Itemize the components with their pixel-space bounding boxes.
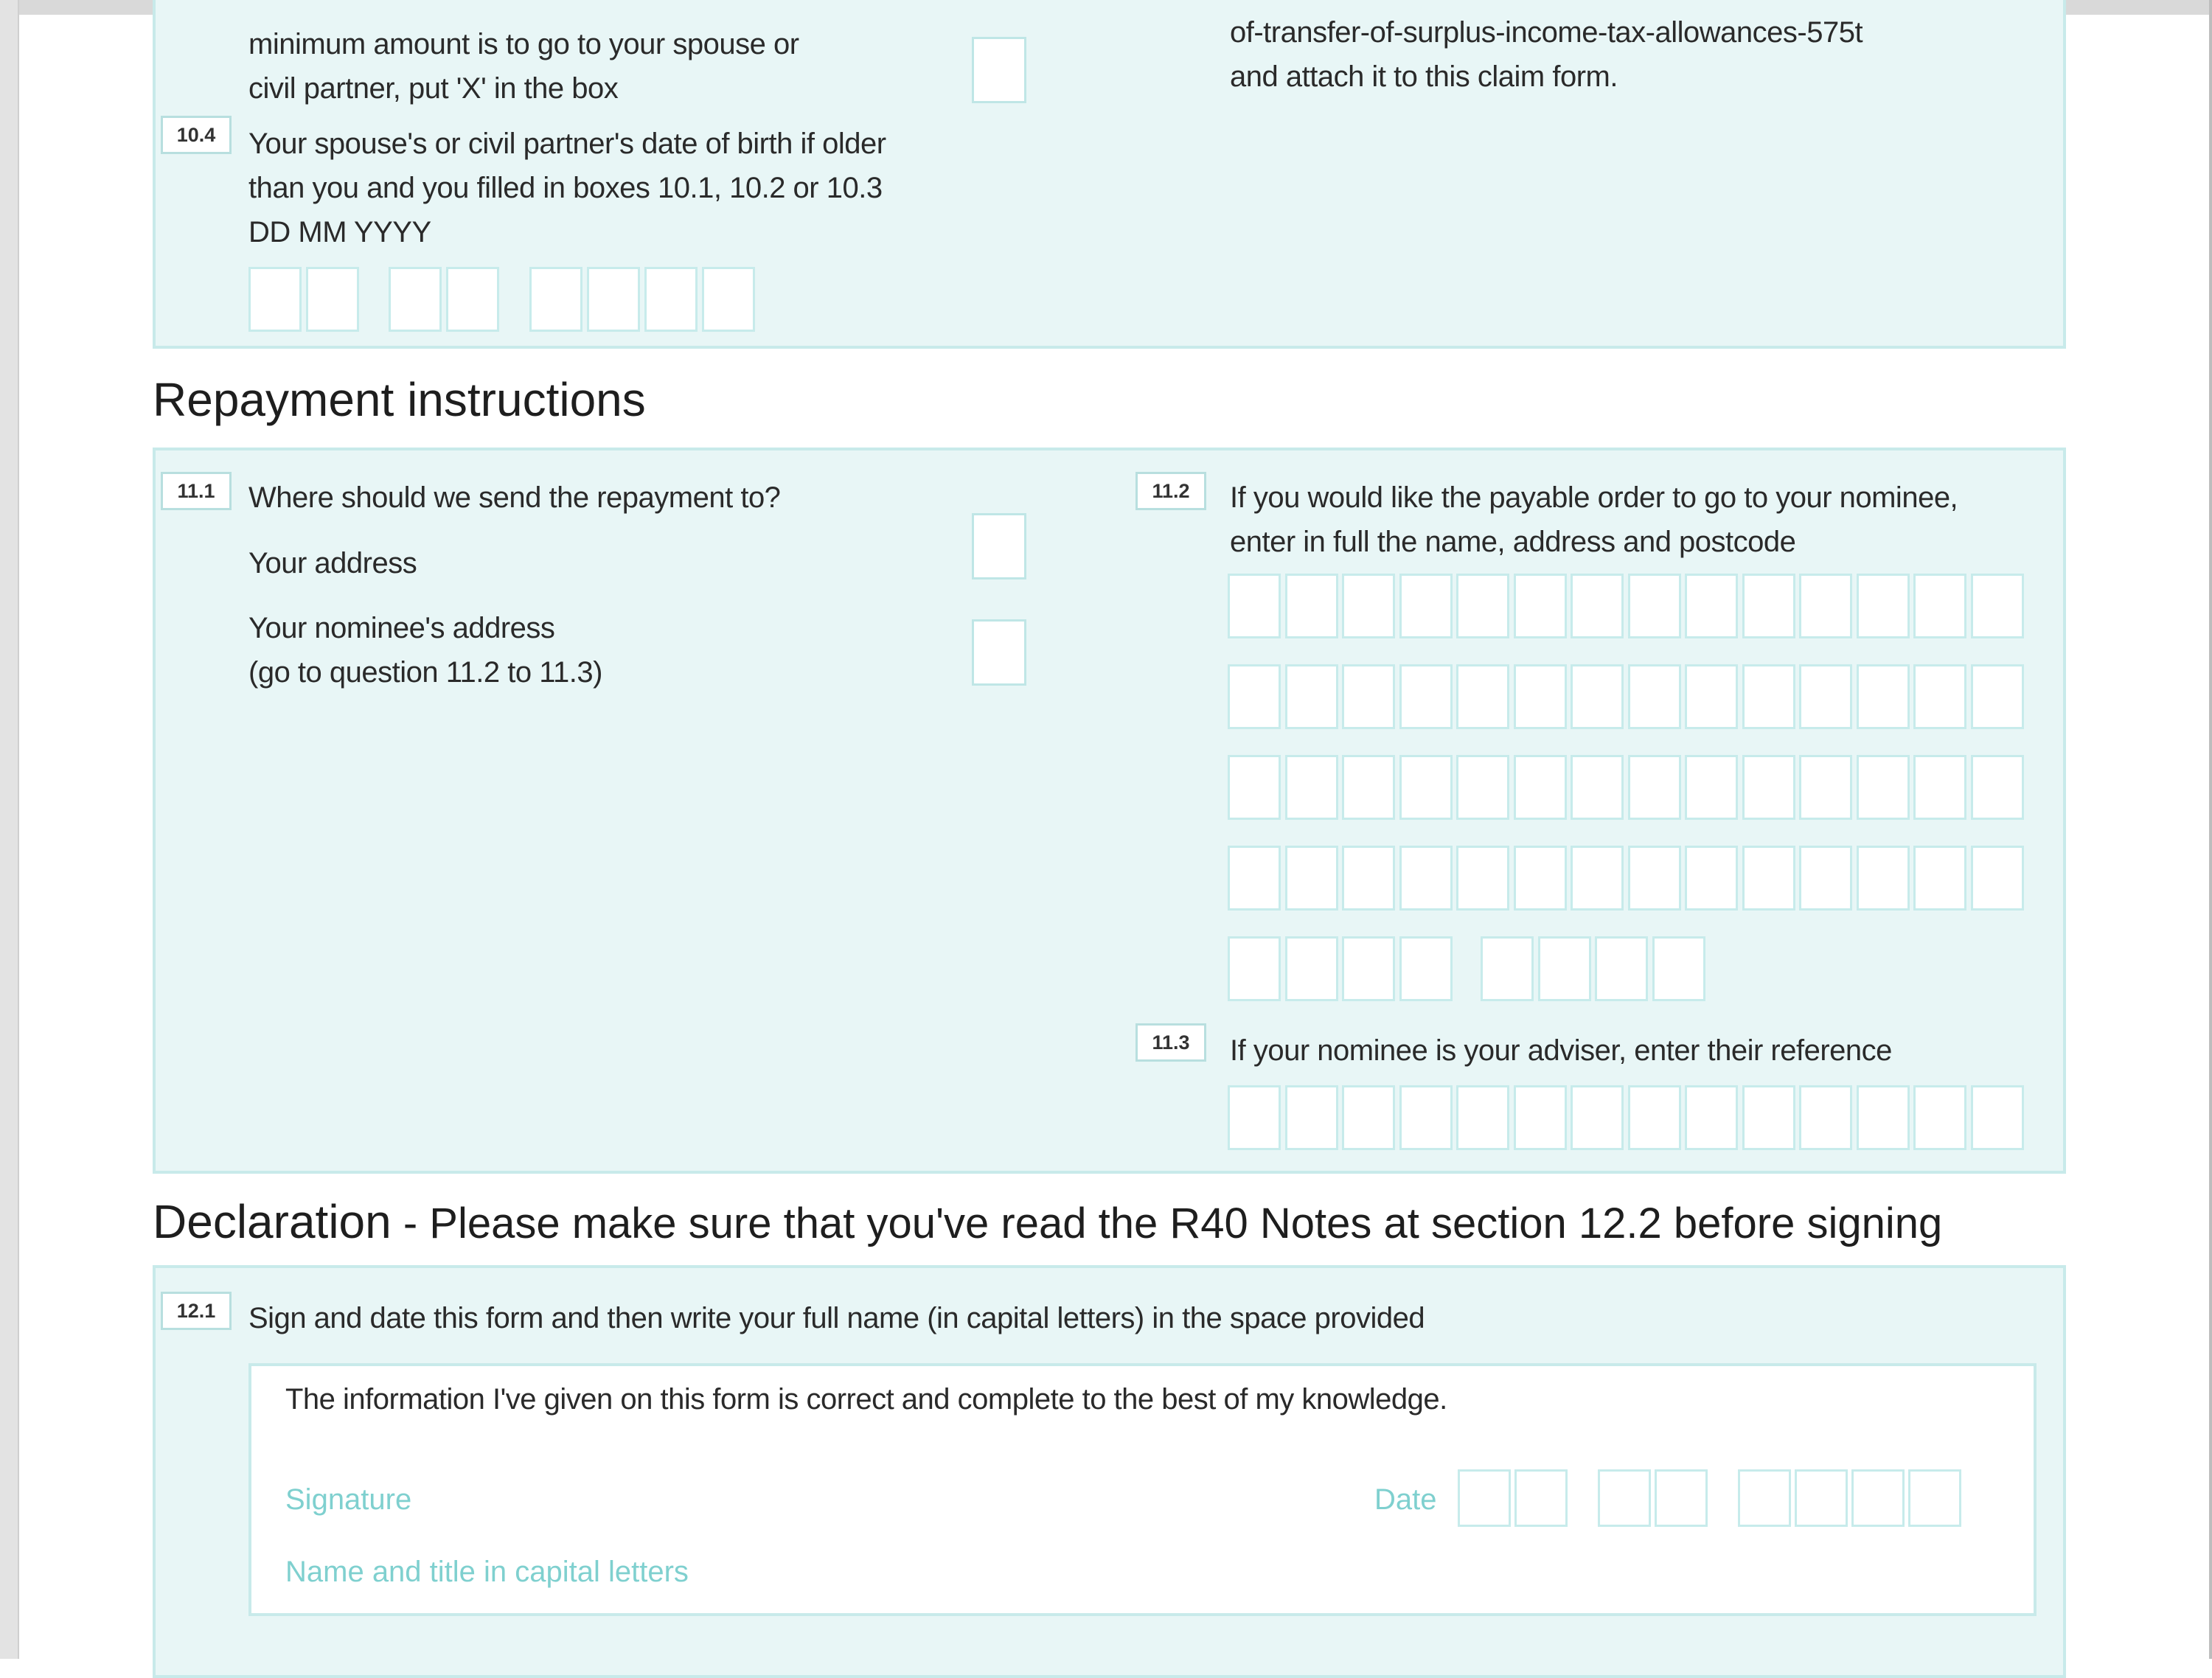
nominee-char-box[interactable] xyxy=(1913,574,1966,638)
reference-char-box[interactable] xyxy=(1399,1085,1453,1150)
section-10-link-text: of-transfer-of-surplus-income-tax-allowances-575t xyxy=(1230,16,1863,49)
date-char-box[interactable] xyxy=(1738,1469,1791,1527)
q113-number: 11.3 xyxy=(1135,1023,1206,1062)
postcode-char-box[interactable] xyxy=(1538,936,1591,1001)
postcode-char-box[interactable] xyxy=(1481,936,1534,1001)
nominee-char-box[interactable] xyxy=(1571,664,1624,729)
signature-field[interactable] xyxy=(442,1467,1327,1526)
nominee-char-box[interactable] xyxy=(1742,755,1795,820)
dob-char-box[interactable] xyxy=(248,267,302,332)
name-title-field[interactable] xyxy=(745,1545,1998,1604)
nominee-char-box[interactable] xyxy=(1913,664,1966,729)
reference-char-box[interactable] xyxy=(1913,1085,1966,1150)
nominee-char-box[interactable] xyxy=(1799,755,1852,820)
reference-char-box[interactable] xyxy=(1857,1085,1910,1150)
nominee-char-box[interactable] xyxy=(1285,755,1338,820)
postcode-char-box[interactable] xyxy=(1342,936,1395,1001)
q104-text-line3: DD MM YYYY xyxy=(248,216,431,248)
nominee-address-label-line2: (go to question 11.2 to 11.3) xyxy=(248,656,602,689)
q112-text-line1: If you would like the payable order to go to your nominee, xyxy=(1230,481,1958,514)
nominee-char-box[interactable] xyxy=(1742,846,1795,911)
nominee-char-box[interactable] xyxy=(1456,664,1509,729)
nominee-char-box[interactable] xyxy=(1742,574,1795,638)
reference-char-box[interactable] xyxy=(1514,1085,1567,1150)
date-label: Date xyxy=(1374,1483,1437,1516)
nominee-char-box[interactable] xyxy=(1342,574,1395,638)
nominee-char-box[interactable] xyxy=(1913,846,1966,911)
nominee-char-box[interactable] xyxy=(1799,846,1852,911)
nominee-char-box[interactable] xyxy=(1285,846,1338,911)
scrollbar[interactable] xyxy=(2209,0,2212,1659)
dob-char-box[interactable] xyxy=(702,267,755,332)
q103-text-line2: civil partner, put 'X' in the box xyxy=(248,72,619,105)
nominee-char-box[interactable] xyxy=(1742,664,1795,729)
nominee-char-box[interactable] xyxy=(1228,846,1281,911)
nominee-char-box[interactable] xyxy=(1857,664,1910,729)
nominee-char-box[interactable] xyxy=(1685,664,1738,729)
dob-char-box[interactable] xyxy=(446,267,499,332)
section-10-attach-text: and attach it to this claim form. xyxy=(1230,60,1618,93)
reference-char-box[interactable] xyxy=(1228,1085,1281,1150)
nominee-char-box[interactable] xyxy=(1685,846,1738,911)
reference-char-box[interactable] xyxy=(1285,1085,1338,1150)
nominee-char-box[interactable] xyxy=(1971,846,2024,911)
nominee-char-box[interactable] xyxy=(1342,846,1395,911)
nominee-char-box[interactable] xyxy=(1799,574,1852,638)
nominee-char-box[interactable] xyxy=(1857,755,1910,820)
nominee-char-box[interactable] xyxy=(1971,755,2024,820)
nominee-char-box[interactable] xyxy=(1571,846,1624,911)
nominee-char-box[interactable] xyxy=(1514,846,1567,911)
nominee-char-box[interactable] xyxy=(1913,755,1966,820)
reference-char-box[interactable] xyxy=(1971,1085,2024,1150)
declaration-statement: The information I've given on this form is correct and complete to the best of my knowledge. xyxy=(285,1383,1447,1416)
date-char-box[interactable] xyxy=(1655,1469,1708,1527)
nominee-char-box[interactable] xyxy=(1857,574,1910,638)
dob-char-box[interactable] xyxy=(529,267,582,332)
q104-number: 10.4 xyxy=(161,116,232,154)
dob-char-box[interactable] xyxy=(306,267,359,332)
postcode-char-box[interactable] xyxy=(1285,936,1338,1001)
postcode-char-box[interactable] xyxy=(1595,936,1648,1001)
q112-number: 11.2 xyxy=(1135,472,1206,510)
declaration-heading xyxy=(153,1194,1942,1249)
nominee-char-box[interactable] xyxy=(1628,846,1681,911)
nominee-char-box[interactable] xyxy=(1514,664,1567,729)
q121-text: Sign and date this form and then write your full name (in capital letters) in the space provided xyxy=(248,1302,1425,1334)
nominee-char-box[interactable] xyxy=(1514,574,1567,638)
date-char-box[interactable] xyxy=(1458,1469,1511,1527)
nominee-char-box[interactable] xyxy=(1514,755,1567,820)
repayment-heading: Repayment instructions xyxy=(153,373,646,426)
nominee-char-box[interactable] xyxy=(1342,755,1395,820)
declaration-heading-sub: - Please make sure that you've read the R40 Notes at section 12.2 before signing xyxy=(391,1200,1943,1247)
postcode-char-box[interactable] xyxy=(1228,936,1281,1001)
nominee-char-box[interactable] xyxy=(1399,755,1453,820)
postcode-char-box[interactable] xyxy=(1399,936,1453,1001)
q113-text: If your nominee is your adviser, enter their reference xyxy=(1230,1034,1892,1067)
reference-char-box[interactable] xyxy=(1799,1085,1852,1150)
dob-char-box[interactable] xyxy=(389,267,442,332)
q121-number: 12.1 xyxy=(161,1292,232,1330)
your-address-checkbox[interactable] xyxy=(972,513,1026,579)
nominee-char-box[interactable] xyxy=(1228,664,1281,729)
nominee-char-box[interactable] xyxy=(1285,664,1338,729)
name-title-label: Name and title in capital letters xyxy=(285,1556,689,1588)
nominee-char-box[interactable] xyxy=(1571,755,1624,820)
dob-char-box[interactable] xyxy=(644,267,698,332)
nominee-char-box[interactable] xyxy=(1628,755,1681,820)
nominee-char-box[interactable] xyxy=(1971,664,2024,729)
date-char-box[interactable] xyxy=(1908,1469,1961,1527)
nominee-address-checkbox[interactable] xyxy=(972,619,1026,686)
nominee-char-box[interactable] xyxy=(1685,574,1738,638)
reference-char-box[interactable] xyxy=(1571,1085,1624,1150)
q103-checkbox[interactable] xyxy=(972,37,1026,103)
page-gutter xyxy=(0,0,19,1659)
nominee-char-box[interactable] xyxy=(1399,846,1453,911)
q112-text-line2: enter in full the name, address and postcode xyxy=(1230,526,1796,558)
date-char-box[interactable] xyxy=(1851,1469,1905,1527)
nominee-char-box[interactable] xyxy=(1456,574,1509,638)
q103-text-line1: minimum amount is to go to your spouse or xyxy=(248,28,799,60)
q111-number: 11.1 xyxy=(161,472,232,510)
nominee-char-box[interactable] xyxy=(1228,755,1281,820)
dob-char-box[interactable] xyxy=(587,267,640,332)
nominee-char-box[interactable] xyxy=(1228,574,1281,638)
nominee-char-box[interactable] xyxy=(1971,574,2024,638)
nominee-char-box[interactable] xyxy=(1456,755,1509,820)
q111-text: Where should we send the repayment to? xyxy=(248,481,781,514)
reference-char-box[interactable] xyxy=(1742,1085,1795,1150)
nominee-char-box[interactable] xyxy=(1857,846,1910,911)
postcode-char-box[interactable] xyxy=(1652,936,1705,1001)
nominee-char-box[interactable] xyxy=(1342,664,1395,729)
reference-char-box[interactable] xyxy=(1685,1085,1738,1150)
nominee-char-box[interactable] xyxy=(1285,574,1338,638)
nominee-char-box[interactable] xyxy=(1628,664,1681,729)
date-char-box[interactable] xyxy=(1795,1469,1848,1527)
declaration-heading-main: Declaration xyxy=(153,1195,392,1248)
nominee-char-box[interactable] xyxy=(1571,574,1624,638)
reference-char-box[interactable] xyxy=(1628,1085,1681,1150)
date-char-box[interactable] xyxy=(1598,1469,1651,1527)
nominee-char-box[interactable] xyxy=(1399,574,1453,638)
q104-text-line1: Your spouse's or civil partner's date of birth if older xyxy=(248,128,886,160)
date-char-box[interactable] xyxy=(1514,1469,1568,1527)
nominee-char-box[interactable] xyxy=(1628,574,1681,638)
nominee-char-box[interactable] xyxy=(1399,664,1453,729)
nominee-char-box[interactable] xyxy=(1456,846,1509,911)
nominee-char-box[interactable] xyxy=(1685,755,1738,820)
reference-char-box[interactable] xyxy=(1456,1085,1509,1150)
q104-text-line2: than you and you filled in boxes 10.1, 10.2 or 10.3 xyxy=(248,172,883,204)
your-address-label: Your address xyxy=(248,547,417,579)
nominee-address-label-line1: Your nominee's address xyxy=(248,612,555,644)
nominee-char-box[interactable] xyxy=(1799,664,1852,729)
signature-label: Signature xyxy=(285,1483,412,1516)
reference-char-box[interactable] xyxy=(1342,1085,1395,1150)
